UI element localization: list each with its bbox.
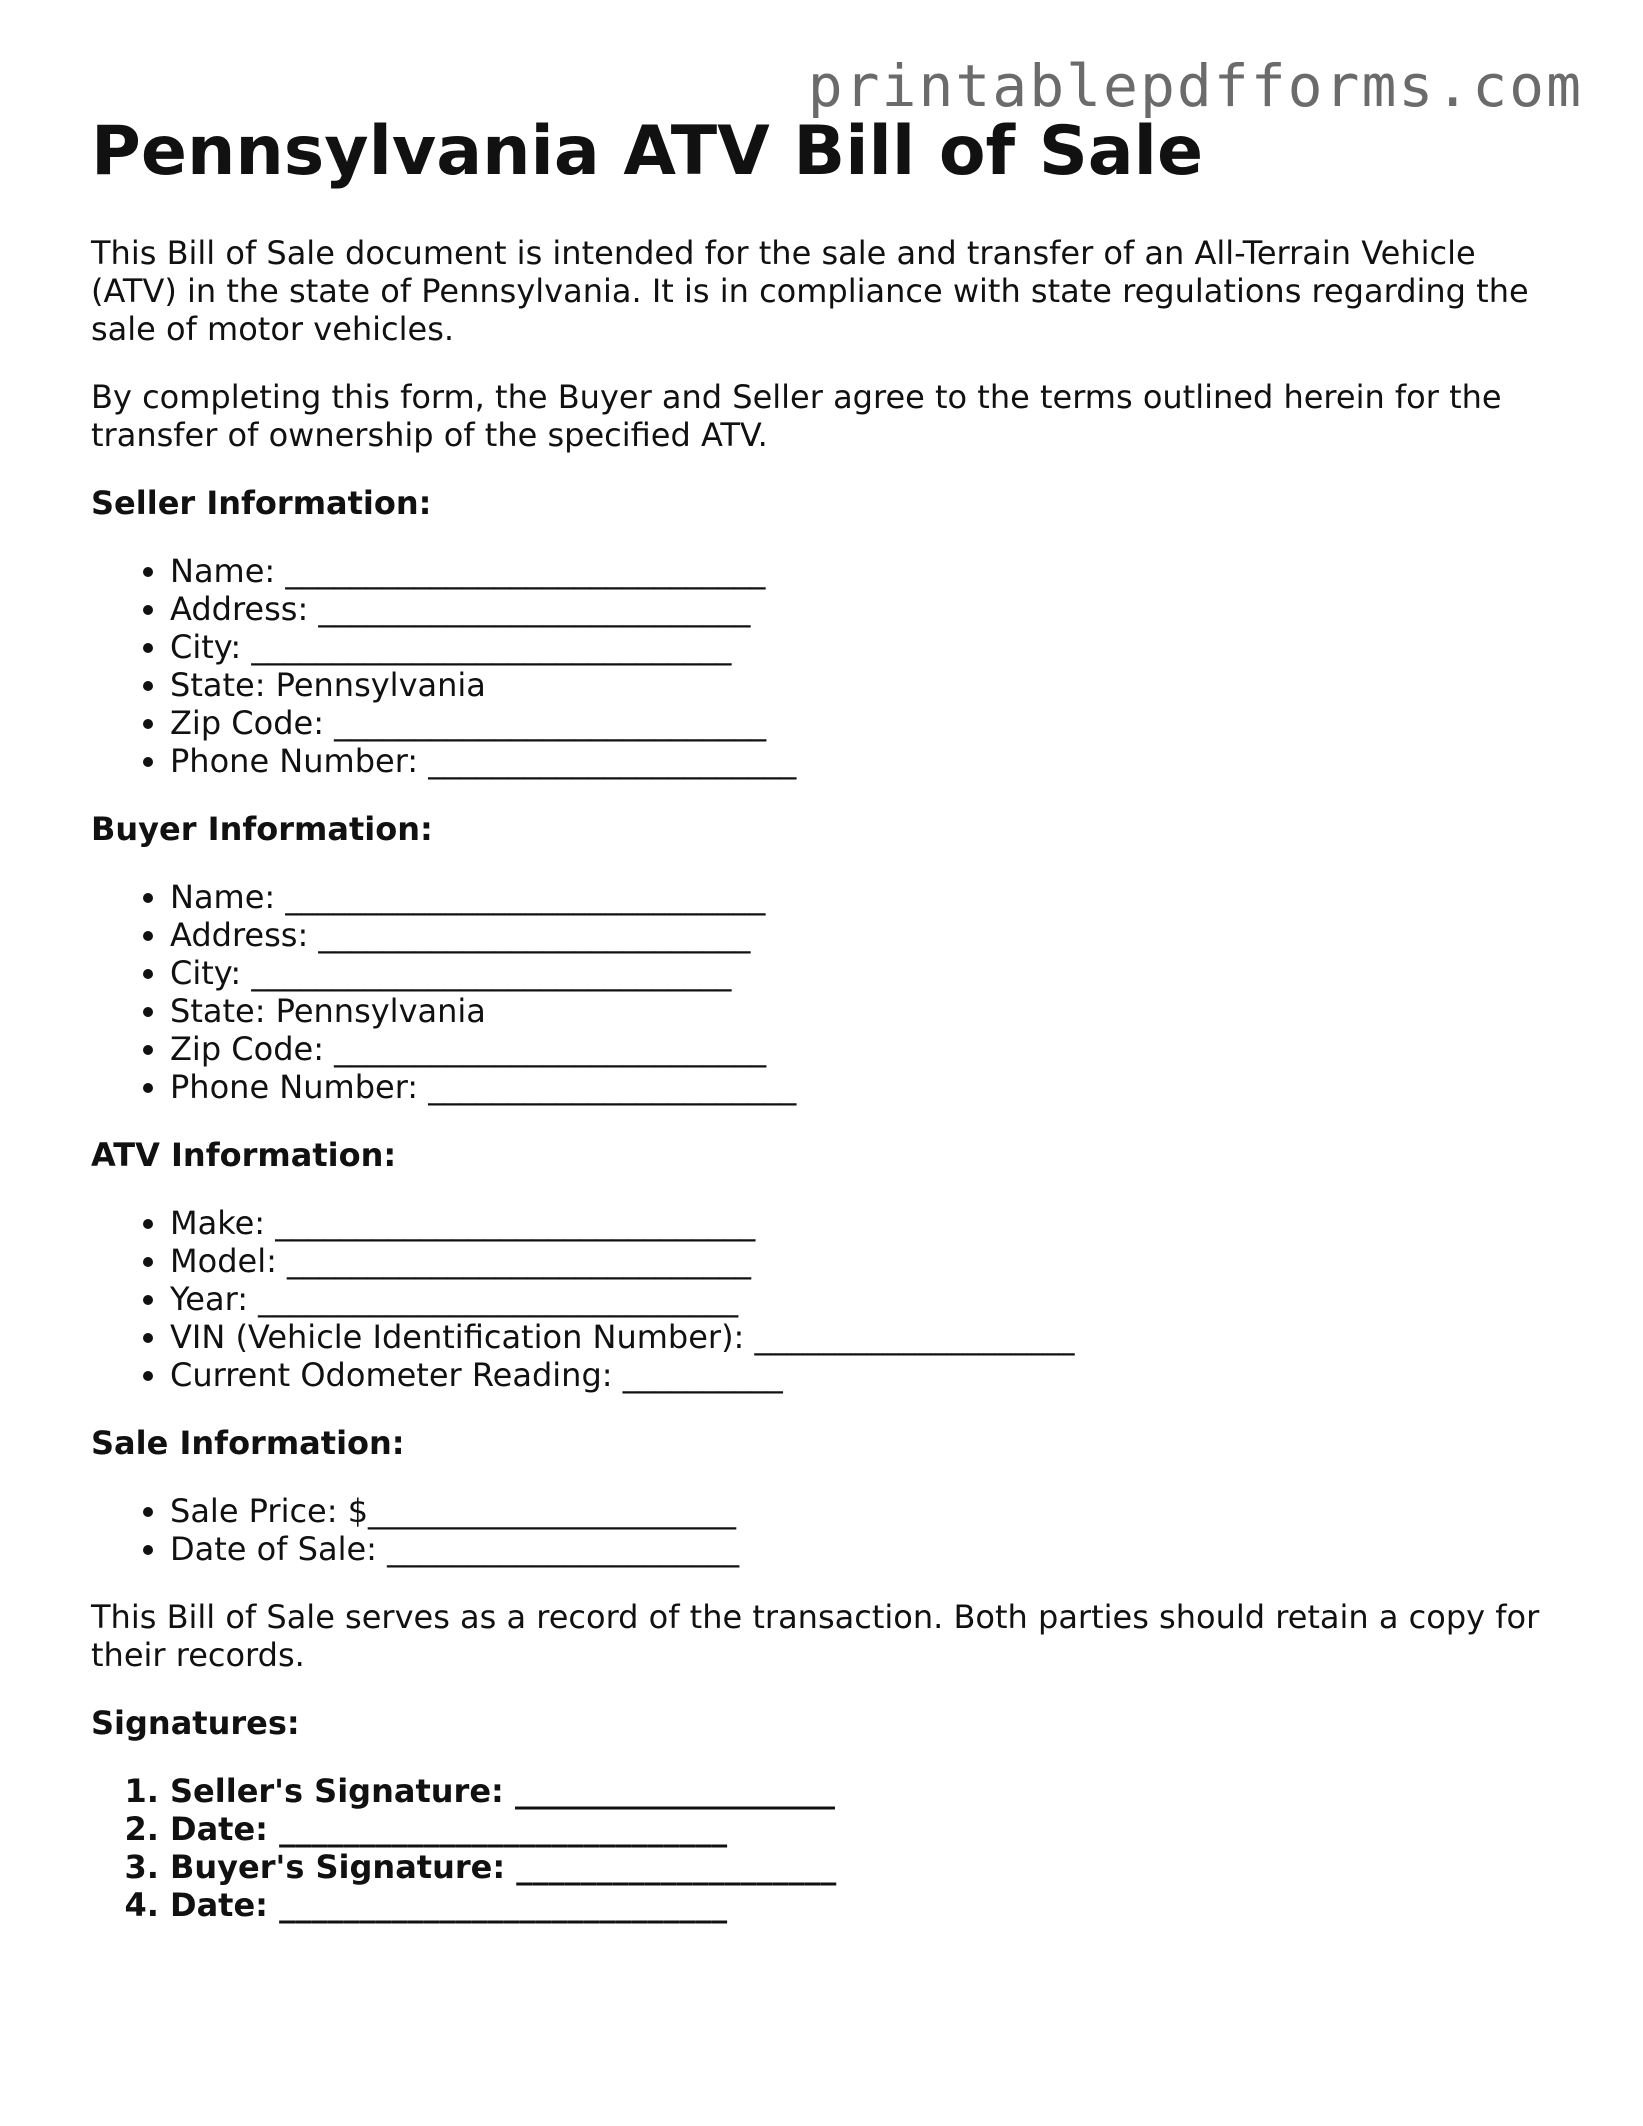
seller-signature-date-field[interactable]: 2. Date: ____________________________	[170, 1810, 1561, 1848]
seller-state-field: • State: Pennsylvania	[170, 666, 1561, 704]
buyer-signature-field[interactable]: 3. Buyer's Signature: ____________________	[170, 1848, 1561, 1886]
buyer-phone-field[interactable]: • Phone Number: _______________________	[170, 1068, 1561, 1106]
closing-paragraph: This Bill of Sale serves as a record of the transaction. Both parties should retain a copy for their records.	[91, 1598, 1540, 1674]
seller-zip-field[interactable]: • Zip Code: ___________________________	[170, 704, 1561, 742]
atv-vin-field[interactable]: • VIN (Vehicle Identification Number): ____________________	[170, 1318, 1561, 1356]
document-title: Pennsylvania ATV Bill of Sale	[91, 112, 1204, 191]
signature-list	[91, 1772, 1561, 1924]
seller-name-field[interactable]: • Name: ______________________________	[170, 552, 1561, 590]
buyer-signature-date-field[interactable]: 4. Date: ____________________________	[170, 1886, 1561, 1924]
seller-address-field[interactable]: • Address: ___________________________	[170, 590, 1561, 628]
seller-phone-field[interactable]: • Phone Number: _______________________	[170, 742, 1561, 780]
atv-heading: ATV Information:	[91, 1136, 397, 1174]
buyer-field-list	[91, 878, 1561, 1106]
agreement-paragraph: By completing this form, the Buyer and Seller agree to the terms outlined herein for the transfer of ownership of the specified ATV.	[91, 378, 1502, 454]
sale-price-field[interactable]: • Sale Price: $_______________________	[170, 1492, 1561, 1530]
atv-field-list	[91, 1204, 1561, 1394]
atv-year-field[interactable]: • Year: ______________________________	[170, 1280, 1561, 1318]
buyer-zip-field[interactable]: • Zip Code: ___________________________	[170, 1030, 1561, 1068]
buyer-state-field: • State: Pennsylvania	[170, 992, 1561, 1030]
signatures-heading: Signatures:	[91, 1704, 300, 1742]
buyer-heading: Buyer Information:	[91, 810, 433, 848]
buyer-name-field[interactable]: • Name: ______________________________	[170, 878, 1561, 916]
sale-date-field[interactable]: • Date of Sale: ______________________	[170, 1530, 1561, 1568]
atv-model-field[interactable]: • Model: _____________________________	[170, 1242, 1561, 1280]
buyer-address-field[interactable]: • Address: ___________________________	[170, 916, 1561, 954]
document-body	[91, 112, 1561, 1954]
seller-city-field[interactable]: • City: ______________________________	[170, 628, 1561, 666]
atv-odometer-field[interactable]: • Current Odometer Reading: __________	[170, 1356, 1561, 1394]
atv-make-field[interactable]: • Make: ______________________________	[170, 1204, 1561, 1242]
buyer-city-field[interactable]: • City: ______________________________	[170, 954, 1561, 992]
sale-field-list	[91, 1492, 1561, 1568]
sale-heading: Sale Information:	[91, 1424, 405, 1462]
seller-field-list	[91, 552, 1561, 780]
seller-signature-field[interactable]: 1. Seller's Signature: ____________________	[170, 1772, 1561, 1810]
intro-paragraph: This Bill of Sale document is intended for the sale and transfer of an All-Terrain Vehicle (ATV) in the state of Pennsylvania. It is in compliance with state regulations regarding the sale of motor vehicles.	[91, 234, 1529, 348]
seller-heading: Seller Information:	[91, 484, 432, 522]
watermark: printablepdfforms.com	[807, 52, 1583, 120]
